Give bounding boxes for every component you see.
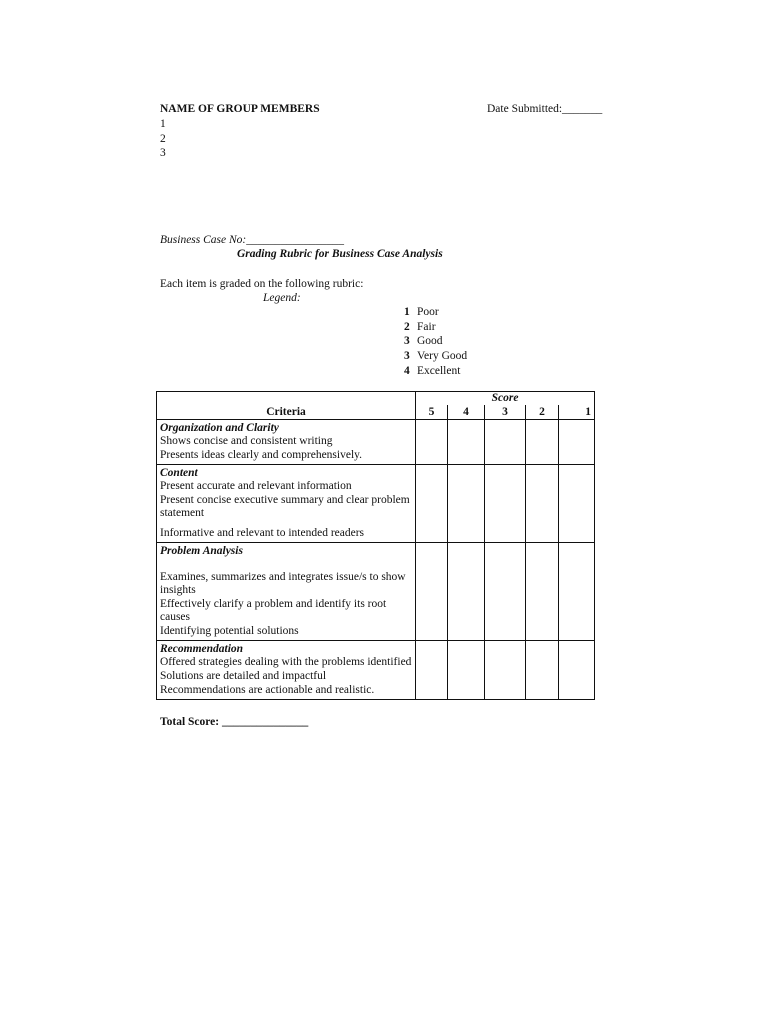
table-row — [157, 641, 595, 700]
criteria-header: Criteria — [157, 392, 416, 420]
score-cell[interactable] — [526, 543, 559, 641]
section-title: Problem Analysis — [160, 545, 243, 557]
legend-number: 3 — [404, 335, 410, 347]
score-cell[interactable] — [448, 465, 485, 543]
criteria-item: Informative and relevant to intended readers — [160, 527, 365, 539]
criteria-item: Present concise executive summary and clear problem statement — [160, 494, 410, 519]
score-cell[interactable] — [416, 641, 448, 700]
score-cell[interactable] — [448, 543, 485, 641]
criteria-cell-content — [157, 465, 416, 543]
criteria-item: Presents ideas clearly and comprehensively. — [160, 449, 363, 461]
score-cell[interactable] — [448, 420, 485, 465]
section-title: Organization and Clarity — [160, 422, 279, 434]
rubric-title: Grading Rubric for Business Case Analysis — [237, 248, 443, 260]
criteria-item: Present accurate and relevant information — [160, 480, 352, 492]
table-row — [157, 420, 595, 465]
legend-text: Very Good — [417, 350, 468, 362]
score-cell[interactable] — [526, 420, 559, 465]
score-cell[interactable] — [485, 641, 526, 700]
total-score: Total Score: _______________ — [160, 716, 309, 728]
criteria-cell-problem-analysis — [157, 543, 416, 641]
legend-label: Legend: — [263, 292, 301, 304]
legend-text: Excellent — [417, 365, 461, 377]
score-col-2: 2 — [526, 405, 559, 420]
member-line-1: 1 — [160, 118, 166, 130]
legend-item — [404, 364, 460, 378]
score-cell[interactable] — [416, 543, 448, 641]
legend-number: 3 — [404, 350, 410, 362]
legend-item — [404, 334, 443, 348]
score-cell[interactable] — [559, 543, 595, 641]
section-title: Content — [160, 467, 198, 479]
legend-text: Fair — [417, 321, 436, 333]
business-case-no: Business Case No:_________________ — [160, 234, 344, 246]
rubric-table — [156, 391, 595, 700]
section-title: Recommendation — [160, 643, 244, 655]
legend-item — [404, 305, 439, 319]
score-col-4: 4 — [448, 405, 485, 420]
score-cell[interactable] — [559, 465, 595, 543]
criteria-item: Identifying potential solutions — [160, 625, 299, 637]
score-col-3: 3 — [485, 405, 526, 420]
score-col-1: 1 — [559, 405, 595, 420]
table-row — [157, 465, 595, 543]
criteria-cell-recommendation — [157, 641, 416, 700]
score-cell[interactable] — [559, 420, 595, 465]
score-cell[interactable] — [485, 543, 526, 641]
score-cell[interactable] — [559, 641, 595, 700]
legend-number: 2 — [404, 321, 410, 333]
score-cell[interactable] — [416, 465, 448, 543]
score-cell[interactable] — [416, 420, 448, 465]
table-row — [157, 543, 595, 641]
date-submitted: Date Submitted:_______ — [487, 103, 603, 115]
legend-number: 4 — [404, 365, 410, 377]
criteria-item: Shows concise and consistent writing — [160, 435, 333, 447]
score-cell[interactable] — [448, 641, 485, 700]
score-col-5: 5 — [416, 405, 448, 420]
legend-number: 1 — [404, 306, 410, 318]
member-line-2: 2 — [160, 133, 166, 145]
criteria-cell-organization — [157, 420, 416, 465]
member-line-3: 3 — [160, 147, 166, 159]
score-cell[interactable] — [485, 465, 526, 543]
table-header-row — [157, 392, 595, 406]
criteria-item: Recommendations are actionable and realistic. — [160, 684, 375, 696]
members-title: NAME OF GROUP MEMBERS — [160, 103, 320, 115]
spacer — [160, 558, 413, 571]
legend-text: Poor — [417, 306, 439, 318]
score-cell[interactable] — [526, 641, 559, 700]
legend-item — [404, 320, 436, 334]
criteria-item: Examines, summarizes and integrates issue/s to show insights — [160, 571, 406, 596]
criteria-item: Offered strategies dealing with the problems identified — [160, 656, 412, 668]
legend-item — [404, 349, 467, 363]
score-cell[interactable] — [526, 465, 559, 543]
criteria-item: Effectively clarify a problem and identify its root causes — [160, 598, 387, 623]
intro-text: Each item is graded on the following rubric: — [160, 278, 364, 290]
score-header: Score — [416, 392, 595, 406]
legend-text: Good — [417, 335, 443, 347]
score-cell[interactable] — [485, 420, 526, 465]
criteria-item: Solutions are detailed and impactful — [160, 670, 327, 682]
